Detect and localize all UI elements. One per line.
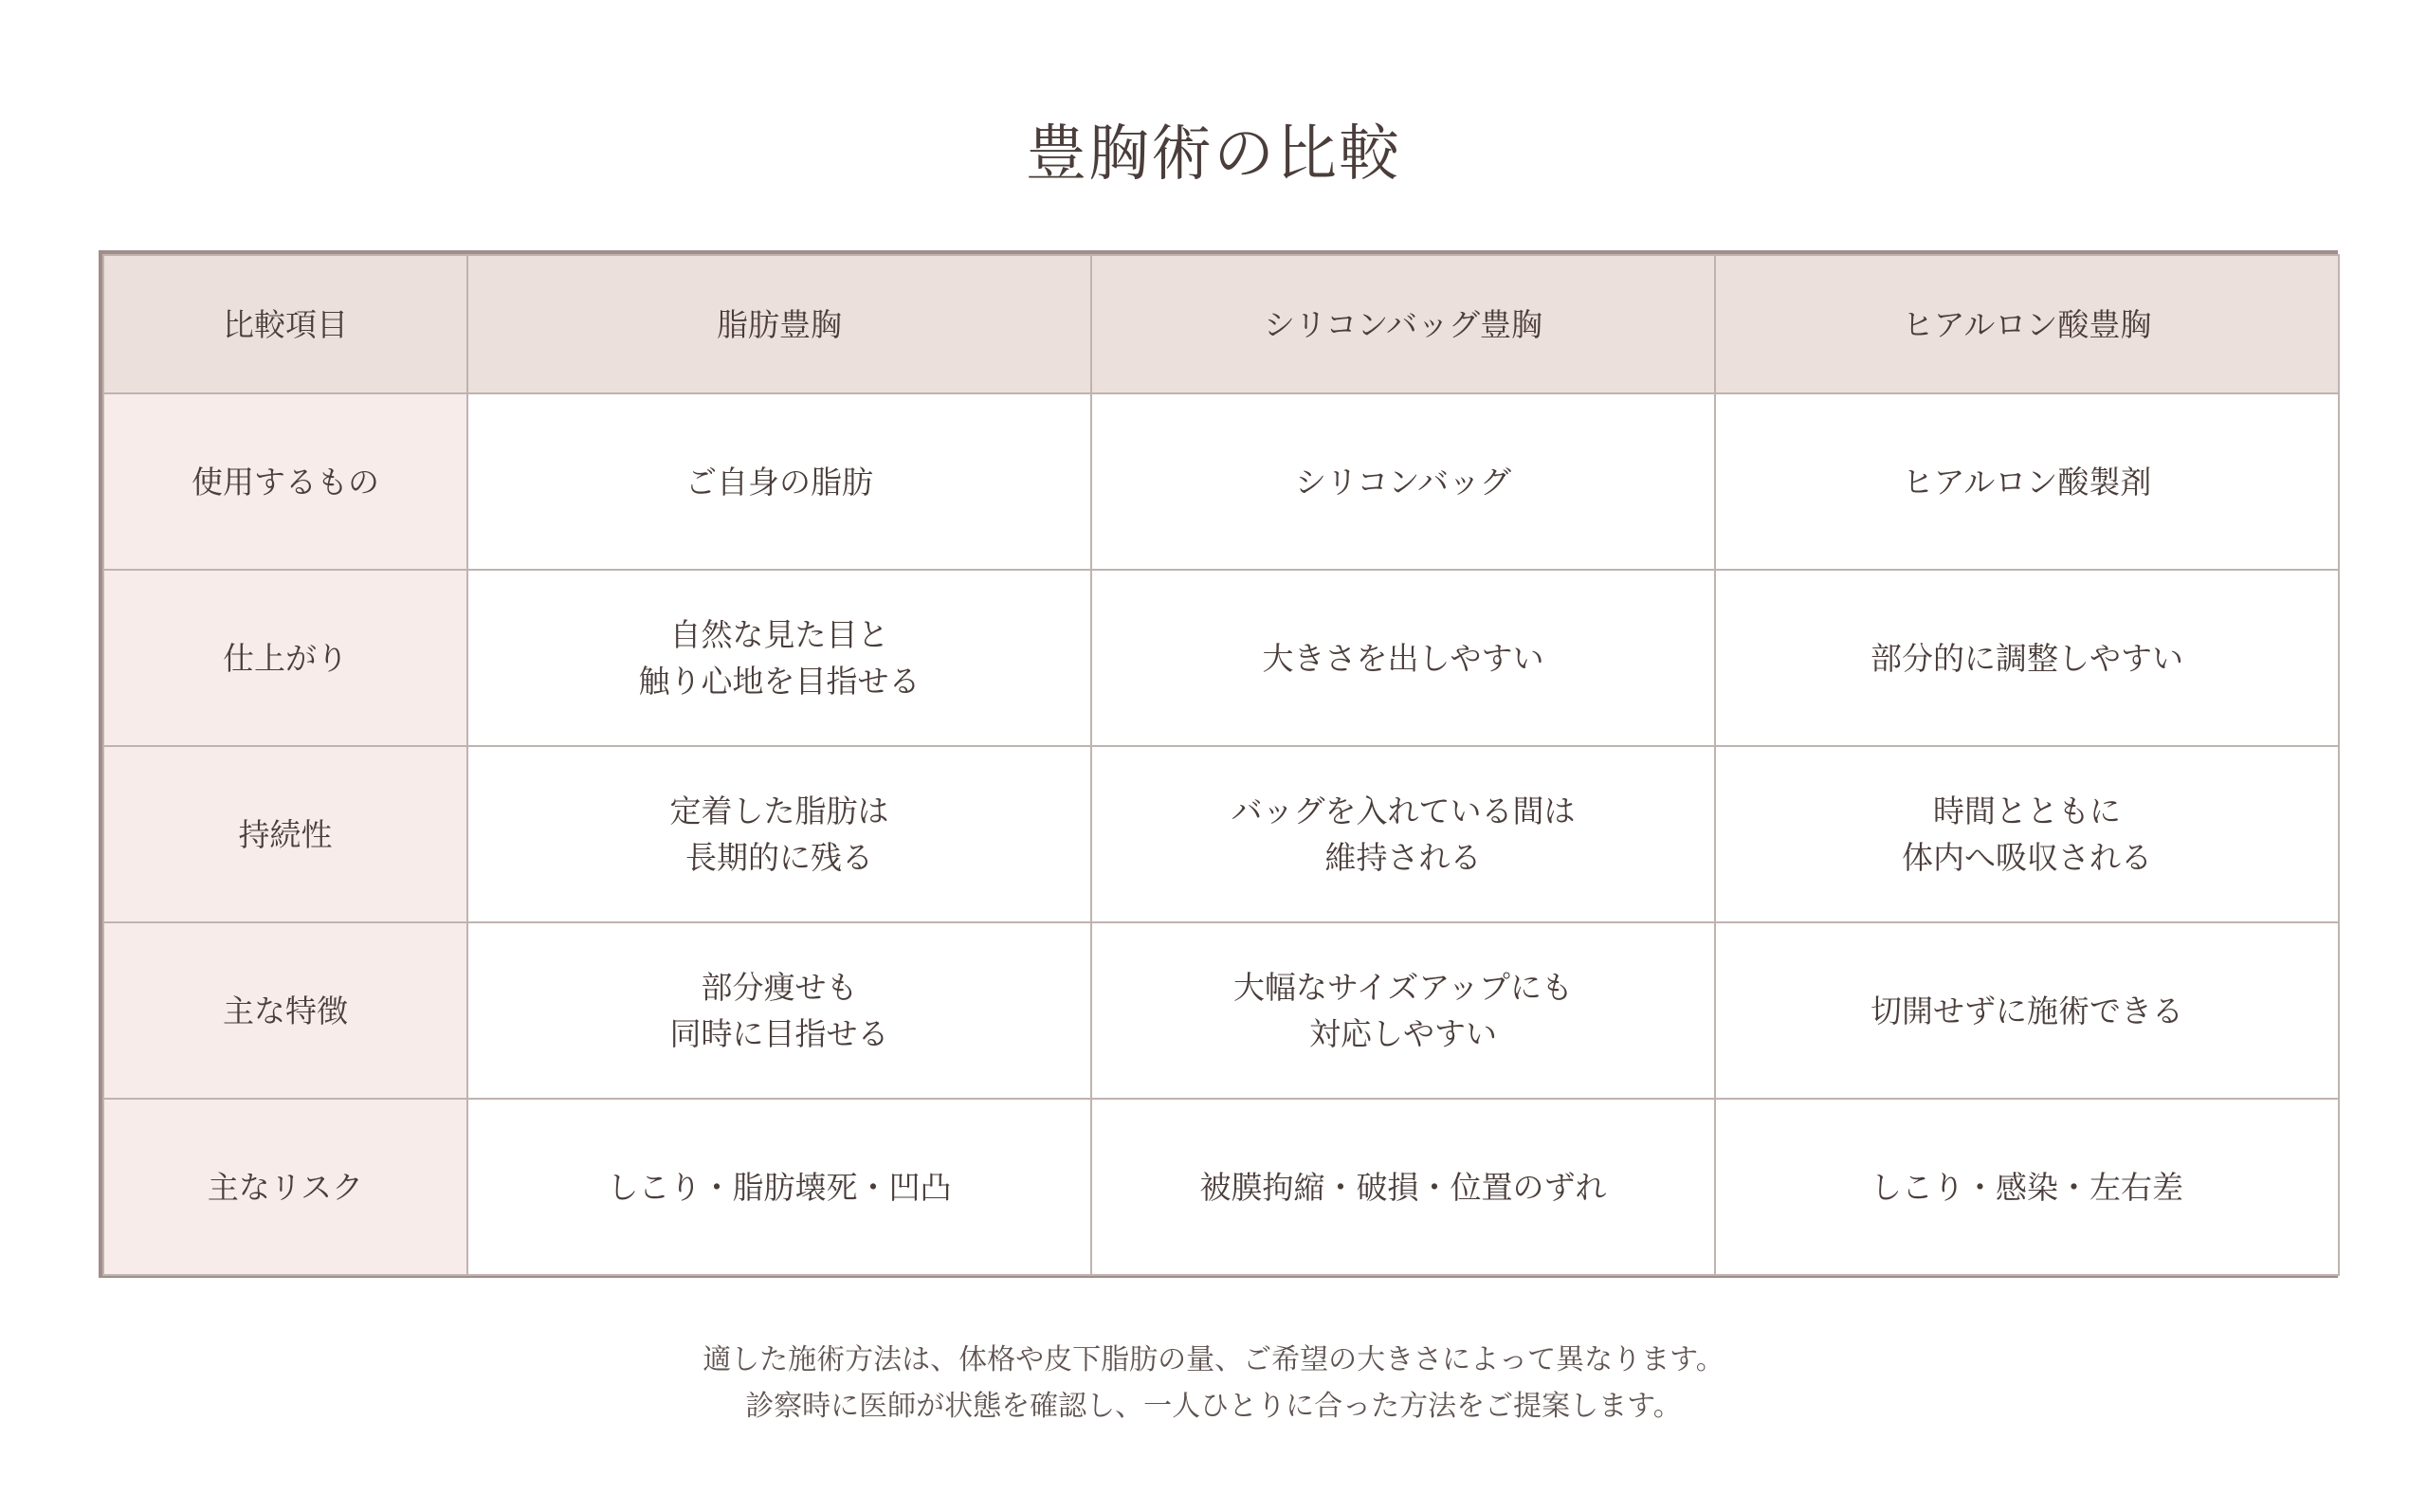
table-row	[103, 1099, 2339, 1275]
table-cell: 大きさを出しやすい	[1091, 570, 1715, 746]
footnote	[0, 1337, 2427, 1430]
table-cell: シリコンバッグ	[1091, 393, 1715, 570]
row-label: 持続性	[103, 746, 467, 922]
table-row	[103, 922, 2339, 1099]
table-cell: 時間とともに 体内へ吸収される	[1715, 746, 2339, 922]
table-cell: しこり・脂肪壊死・凹凸	[467, 1099, 1091, 1275]
row-label: 主な特徴	[103, 922, 467, 1099]
table-row	[103, 393, 2339, 570]
header-cell-hyaluronic-acid: ヒアルロン酸豊胸	[1715, 255, 2339, 393]
table-cell: ご自身の脂肪	[467, 393, 1091, 570]
table-cell: しこり・感染・左右差	[1715, 1099, 2339, 1275]
table-cell: 自然な見た目と 触り心地を目指せる	[467, 570, 1091, 746]
table-cell: バッグを入れている間は 維持される	[1091, 746, 1715, 922]
table-cell: 定着した脂肪は 長期的に残る	[467, 746, 1091, 922]
header-cell-silicone-implant: シリコンバッグ豊胸	[1091, 255, 1715, 393]
header-cell-fat-augmentation: 脂肪豊胸	[467, 255, 1091, 393]
header-cell-category: 比較項目	[103, 255, 467, 393]
table-cell: 被膜拘縮・破損・位置のずれ	[1091, 1099, 1715, 1275]
table-row	[103, 570, 2339, 746]
page-title: 豊胸術の比較	[1026, 118, 1401, 190]
table-row	[103, 746, 2339, 922]
row-label: 使用するもの	[103, 393, 467, 570]
table-cell: 部分的に調整しやすい	[1715, 570, 2339, 746]
table-cell: ヒアルロン酸製剤	[1715, 393, 2339, 570]
table-header-row	[103, 255, 2339, 393]
footnote-line: 診察時に医師が状態を確認し、一人ひとりに合った方法をご提案します。	[745, 1390, 1682, 1423]
row-label: 主なリスク	[103, 1099, 467, 1275]
table-cell: 大幅なサイズアップにも 対応しやすい	[1091, 922, 1715, 1099]
comparison-table	[99, 250, 2338, 1278]
table-cell: 部分痩せも 同時に目指せる	[467, 922, 1091, 1099]
footnote-line: 適した施術方法は、体格や皮下脂肪の量、ご希望の大きさによって異なります。	[703, 1343, 1724, 1376]
table-cell: 切開せずに施術できる	[1715, 922, 2339, 1099]
row-label: 仕上がり	[103, 570, 467, 746]
